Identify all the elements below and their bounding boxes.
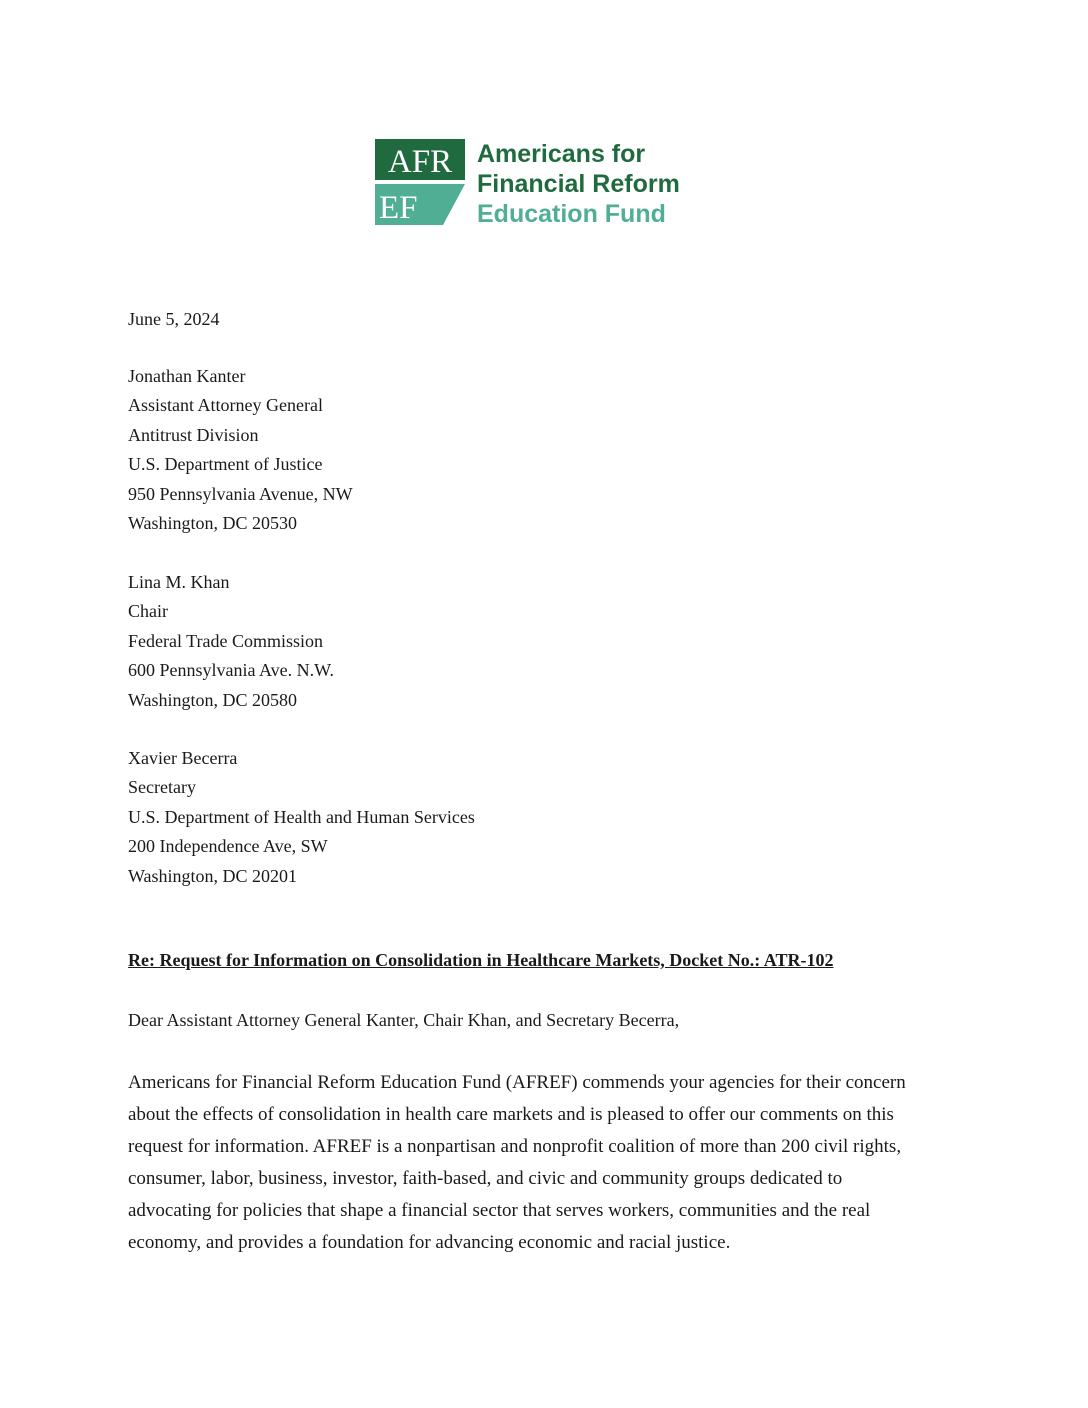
recipient-organization: U.S. Department of Justice: [128, 454, 323, 475]
recipient-street: 200 Independence Ave, SW: [128, 836, 328, 857]
body-paragraph: [128, 1067, 968, 1259]
recipient-city: Washington, DC 20201: [128, 865, 298, 886]
recipient-city: Washington, DC 20580: [128, 689, 298, 710]
recipient-street: 600 Pennsylvania Ave. N.W.: [128, 660, 334, 681]
logo-line-3: Education Fund: [477, 200, 666, 228]
afref-logo: [375, 139, 715, 228]
logo-wordmark: [477, 139, 680, 229]
recipient-address-block: [128, 362, 353, 538]
paragraph-line: advocating for policies that shape a financial sector that serves workers, communities and the real: [128, 1200, 871, 1221]
logo-mark-bottom: EF: [379, 190, 418, 225]
logo-mark-top: AFR: [387, 144, 453, 180]
recipient-title: Chair: [128, 601, 168, 622]
logo-line-2: Financial Reform: [477, 170, 680, 198]
recipient-address-block: [128, 744, 475, 891]
recipient-name: Jonathan Kanter: [128, 366, 246, 386]
recipient-city: Washington, DC 20530: [128, 513, 298, 534]
salutation: Dear Assistant Attorney General Kanter, Chair Khan, and Secretary Becerra,: [128, 1010, 680, 1030]
recipient-title: Secretary: [128, 777, 196, 798]
recipient-address-block: [128, 568, 334, 715]
afref-logo-mark: [375, 139, 467, 225]
recipient-division: Antitrust Division: [128, 424, 259, 445]
paragraph-line: Americans for Financial Reform Education Fund (AFREF) commends your agencies for their concern: [128, 1072, 906, 1093]
recipient-title: Assistant Attorney General: [128, 395, 323, 416]
paragraph-line: about the effects of consolidation in health care markets and is pleased to offer our comments on this: [128, 1104, 894, 1125]
recipient-name: Lina M. Khan: [128, 572, 230, 592]
paragraph-line: request for information. AFREF is a nonpartisan and nonprofit coalition of more than 200 civil rights,: [128, 1136, 902, 1157]
letter-date: [128, 305, 220, 334]
date-text: June 5, 2024: [128, 309, 220, 329]
paragraph-line: consumer, labor, business, investor, faith-based, and civic and community groups dedicated to: [128, 1168, 843, 1189]
logo-line-1: Americans for: [477, 140, 646, 168]
subject-line: Re: Request for Information on Consolidation in Healthcare Markets, Docket No.: ATR-102: [128, 950, 834, 970]
recipient-organization: U.S. Department of Health and Human Services: [128, 806, 475, 827]
paragraph-line: economy, and provides a foundation for advancing economic and racial justice.: [128, 1232, 731, 1253]
recipient-organization: Federal Trade Commission: [128, 630, 324, 651]
recipient-name: Xavier Becerra: [128, 748, 238, 768]
recipient-street: 950 Pennsylvania Avenue, NW: [128, 483, 353, 504]
